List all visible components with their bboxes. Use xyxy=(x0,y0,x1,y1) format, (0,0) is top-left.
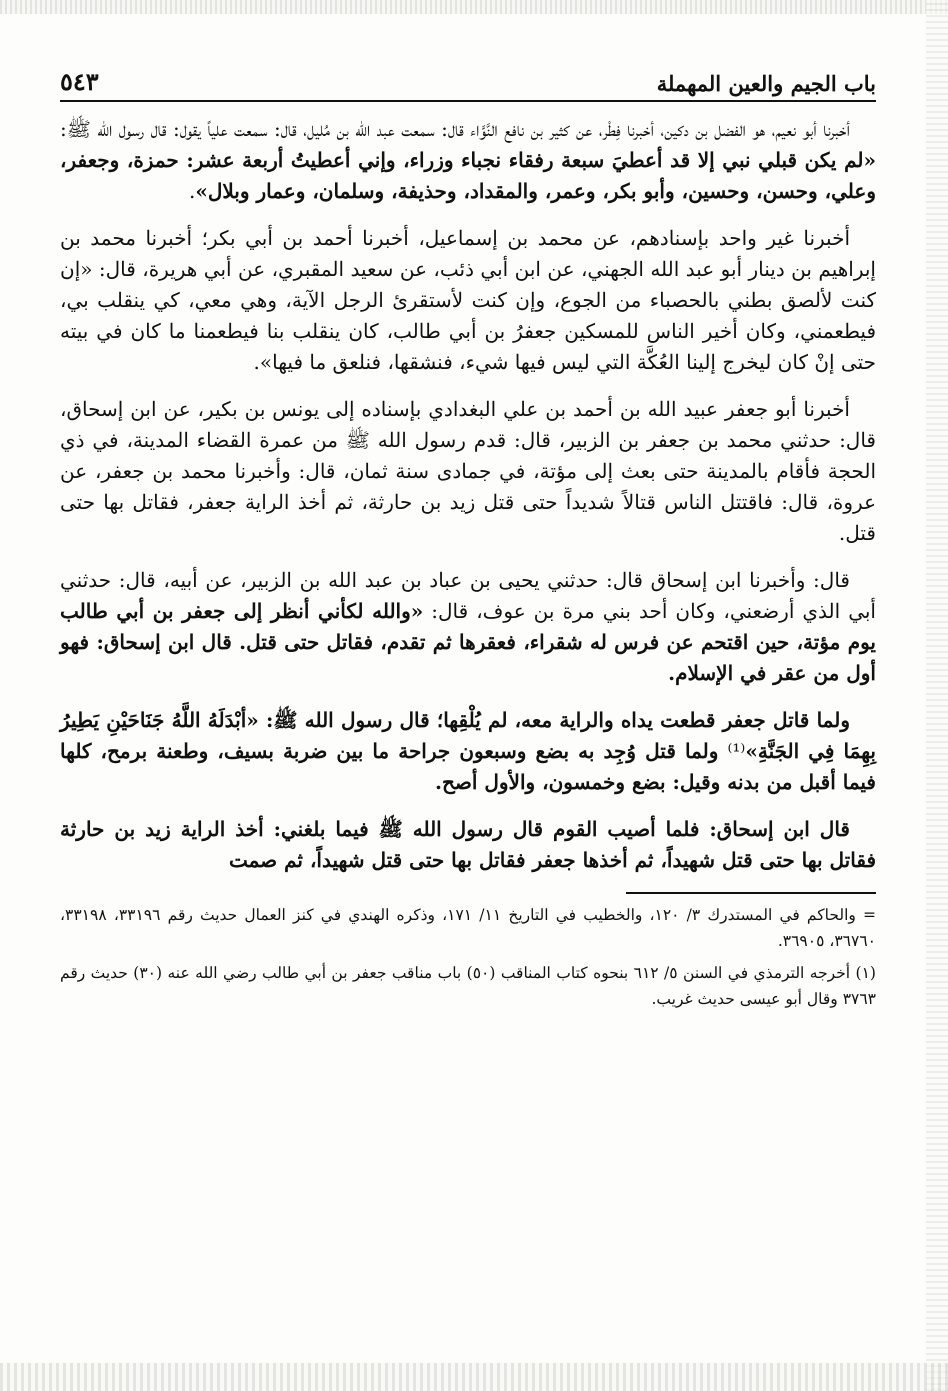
footnote-marker: ⁽¹⁾ xyxy=(727,739,746,763)
main-text xyxy=(60,114,876,876)
scan-edge-right xyxy=(926,0,948,1391)
text-run-bold: ولما قتل وُجِد به بضع وسبعون جراحة ما بين ضربة بسيف، وطعنة برمح، كلها فيما أقبل من بدنه وقيل: بضع وخمسون، والأول أصح. xyxy=(60,739,876,794)
scan-edge-top xyxy=(0,0,948,14)
book-page xyxy=(60,60,876,1018)
footnote-separator xyxy=(626,892,876,894)
text-run-bold: «أبْدَلَهُ اللَّهُ جَنَاحَيْنِ يَطِيرُ بِهِمَا فِي الجَنَّةِ» xyxy=(60,708,876,763)
chapter-title: باب الجيم والعين المهملة xyxy=(656,71,876,96)
text-run-bold: ولما قاتل جعفر قطعت يداه والراية معه، لم يُلْقِها؛ قال رسول الله ﷺ: xyxy=(258,708,850,732)
paragraph xyxy=(60,565,876,689)
text-run: أخبرنا أبو نعيم، هو الفضل بن دكين، أخبرنا فِطْر، عن كثير بن نافع النَّوَّاء قال: سمعت عبد الله بن مُليل، قال: سمعت علياً يقول: قال رسول الله ﷺ: xyxy=(60,117,850,141)
footnotes xyxy=(60,902,876,1012)
text-run: . xyxy=(188,179,196,203)
running-header xyxy=(60,60,876,102)
paragraph xyxy=(60,114,876,207)
text-run-bold: «والله لكأني أنظر إلى جعفر بن أبي طالب يوم مؤتة، حين اقتحم عن فرس له شقراء، فعقرها ثم تقدم، فقاتل حتى قتل. قال ابن إسحاق: فهو أول من عقر في الإسلام. xyxy=(60,599,876,685)
text-run: أخبرنا غير واحد بإسنادهم، عن محمد بن إسماعيل، أخبرنا أحمد بن أبي بكر؛ أخبرنا محمد بن إبراهيم بن دينار أبو عبد الله الجهني، عن ابن أبي ذئب، عن سعيد المقبري، عن أبي هريرة، قال: «إن كنت لألصق بطني بالحصباء من الجوع، وإن كنت لأستقرئ الرجل الآية، وهي معي، كي ينقلب بي، فيطعمني، وكان أخير الناس للمسكين جعفرُ بن أبي طالب، كان ينقلب بنا فيطعمنا ما كان في بيته حتى إنْ كان ليخرج إلينا العُكَّة التي ليس فيها شيء، فنشقها، فنلعق ما فيها». xyxy=(60,226,876,374)
text-run-bold: قال ابن إسحاق: فلما أصيب القوم قال رسول الله ﷺ فيما بلغني: أخذ الراية زيد بن حارثة فقاتل بها حتى قتل شهيداً، ثم أخذها جعفر فقاتل بها حتى قتل شهيداً، ثم صمت xyxy=(60,817,876,872)
footnote: = والحاكم في المستدرك ٣/ ١٢٠، والخطيب في التاريخ ١١/ ١٧١، وذكره الهندي في كنز العمال حديث رقم ٣٣١٩٦، ٣٣١٩٨، ٣٦٧٦٠، ٣٦٩٠٥. xyxy=(60,906,877,950)
scan-edge-bottom xyxy=(0,1363,948,1391)
page-number: ٥٤٣ xyxy=(60,67,99,96)
footnote: (١) أخرجه الترمذي في السنن ٥/ ٦١٢ بنحوه كتاب المناقب (٥٠) باب مناقب جعفر بن أبي طالب رضي الله عنه (٣٠) حديث رقم ٣٧٦٣ وقال أبو عيسى حديث غريب. xyxy=(60,964,876,1008)
paragraph xyxy=(60,705,876,798)
text-run: قال: وأخبرنا ابن إسحاق قال: حدثني يحيى بن عباد بن عبد الله بن الزبير، عن أبيه، قال: حدثني أبي الذي أرضعني، وكان أحد بني مرة بن عوف، قال: xyxy=(60,568,876,623)
paragraph xyxy=(60,814,876,876)
text-run: أخبرنا أبو جعفر عبيد الله بن أحمد بن علي البغدادي بإسناده إلى يونس بن بكير، عن ابن إسحاق، قال: حدثني محمد بن جعفر بن الزبير، قال: قدم رسول الله ﷺ من عمرة القضاء المدينة، في ذي الحجة فأقام بالمدينة حتى بعث إلى مؤتة، في جمادى سنة ثمان، قال: وأخبرنا محمد بن جعفر، عن عروة، قال: فاقتتل الناس قتالاً شديداً حتى قتل زيد بن حارثة، ثم أخذ الراية جعفر، فقاتل بها حتى قتل. xyxy=(60,397,877,545)
paragraph xyxy=(60,223,876,378)
paragraph xyxy=(60,394,876,549)
text-run-bold: «لم يكن قبلي نبي إلا قد أعطيَ سبعة رفقاء نجباء وزراء، وإني أعطيتُ أربعة عشر: حمزة، وجعفر، وعلي، وحسن، وحسين، وأبو بكر، وعمر، والمقداد، وحذيفة، وسلمان، وعمار وبلال» xyxy=(60,148,876,203)
